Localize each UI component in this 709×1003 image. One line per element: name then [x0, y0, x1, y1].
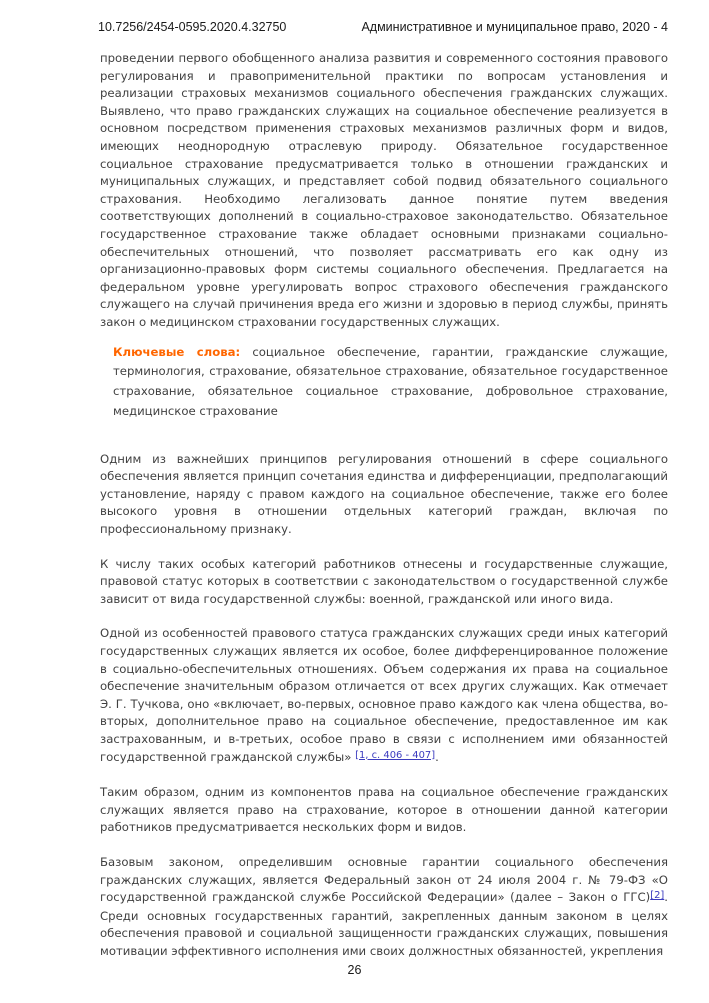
paragraph-text: К числу таких особых категорий работников отнесены и государственные служащие, правовой статус которых в соответствии с законодательством о государственной службе зависит от вида государственной службы: военной, гражданской или иного вида. — [100, 556, 668, 606]
citation-link-1[interactable]: [1, с. 406 - 407] — [355, 749, 436, 761]
article-content — [100, 50, 668, 978]
citation-link-2[interactable]: [2] — [650, 890, 665, 902]
page-header — [98, 20, 668, 34]
paragraph-text: Таким образом, одним из компонентов права на социальное обеспечение гражданских служащих является право на страхование, которое в отношении данной категории работников предусматривается нескольких форм и видов. — [100, 785, 668, 835]
keywords-text: социальное обеспечение, гарантии, гражданские служащие, терминология, страхование, обязательное страхование, обязательное государственное страхование, обязательное социальное страхование, добровольное страхование, медицинское страхование — [113, 344, 668, 418]
body-paragraph-3 — [100, 625, 668, 767]
body-paragraph-5 — [100, 854, 668, 961]
paragraph-text: Базовым законом, определившим основные гарантии социального обеспечения гражданских служащих, является Федеральный закон от 24 июля 2004 г. № 79-ФЗ «О государственной гражданской службе Российской Федерации» (далее – Закон о ГГС) — [100, 854, 668, 905]
paragraph-text-after-citation: . Среди основных государственных гарантий, закрепленных данным законом в целях обеспечения правовой и социальной защищенности гражданских служащих, повышения мотивации эффективного исполнения ими своих должностных обязанностей, укрепления — [100, 890, 668, 958]
header-journal-title: Административное и муниципальное право, 2020 - 4 — [361, 20, 668, 34]
body-paragraph-1 — [100, 451, 668, 539]
keywords-label: Ключевые слова: — [113, 344, 241, 359]
body-paragraph-2 — [100, 556, 668, 609]
body-paragraph-4 — [100, 784, 668, 837]
paragraph-text-after-citation: . — [435, 749, 439, 764]
header-doi: 10.7256/2454-0595.2020.4.32750 — [98, 20, 287, 34]
abstract-paragraph — [100, 50, 668, 332]
page-number: 26 — [347, 963, 362, 977]
paragraph-text: Одной из особенностей правового статуса гражданских служащих среди иных категорий государственных служащих является их особое, более дифференцированное положение в социально-обеспечительных отношениях. Объем содержания их права на социальное обеспечение значительным образом отличается от всех других служащих. Как отмечает Э. Г. Тучкова, оно «включает, во-первых, основное право каждого как члена общества, во-вторых, дополнительное право на социальное обеспечение, предоставленное им как застрахованным, и в-третьих, особое право в связи с исполнением ими обязанностей государственной гражданской службы» — [100, 626, 668, 764]
keywords-block — [100, 343, 668, 422]
paragraph-text: Одним из важнейших принципов регулирования отношений в сфере социального обеспечения является принцип сочетания единства и дифференциации, предполагающий установление, наряду с правом каждого на социальное обеспечение, также его более высокого уровня в отношении отдельных категорий граждан, включая по профессиональному признаку. — [100, 451, 668, 537]
abstract-text: проведении первого обобщенного анализа развития и современного состояния правового регулирования и правоприменительной практики по вопросам установления и реализации страховых механизмов социального обеспечения гражданских служащих. Выявлено, что право гражданских служащих на социальное обеспечение реализуется в основном посредством применения страховых механизмов различных форм и видов, имеющих неоднородную отраслевую природу. Обязательное государственное социальное страхование предусматривается только в отношении гражданских и муниципальных служащих, и представляет собой подвид обязательного социального страхования. Необходимо легализовать данное понятие путем введения соответствующих дополнений в социально-страховое законодательство. Обязательное государственное страхование также обладает основными признаками социально-обеспечительных отношений, что позволяет рассматривать его как одну из организационно-правовых форм системы социального обеспечения. Предлагается на федеральном уровне урегулировать вопрос страхового обеспечения гражданского служащего на случай причинения вреда его жизни и здоровью в период службы, принять закон о медицинском страховании государственных служащих. — [100, 51, 668, 329]
